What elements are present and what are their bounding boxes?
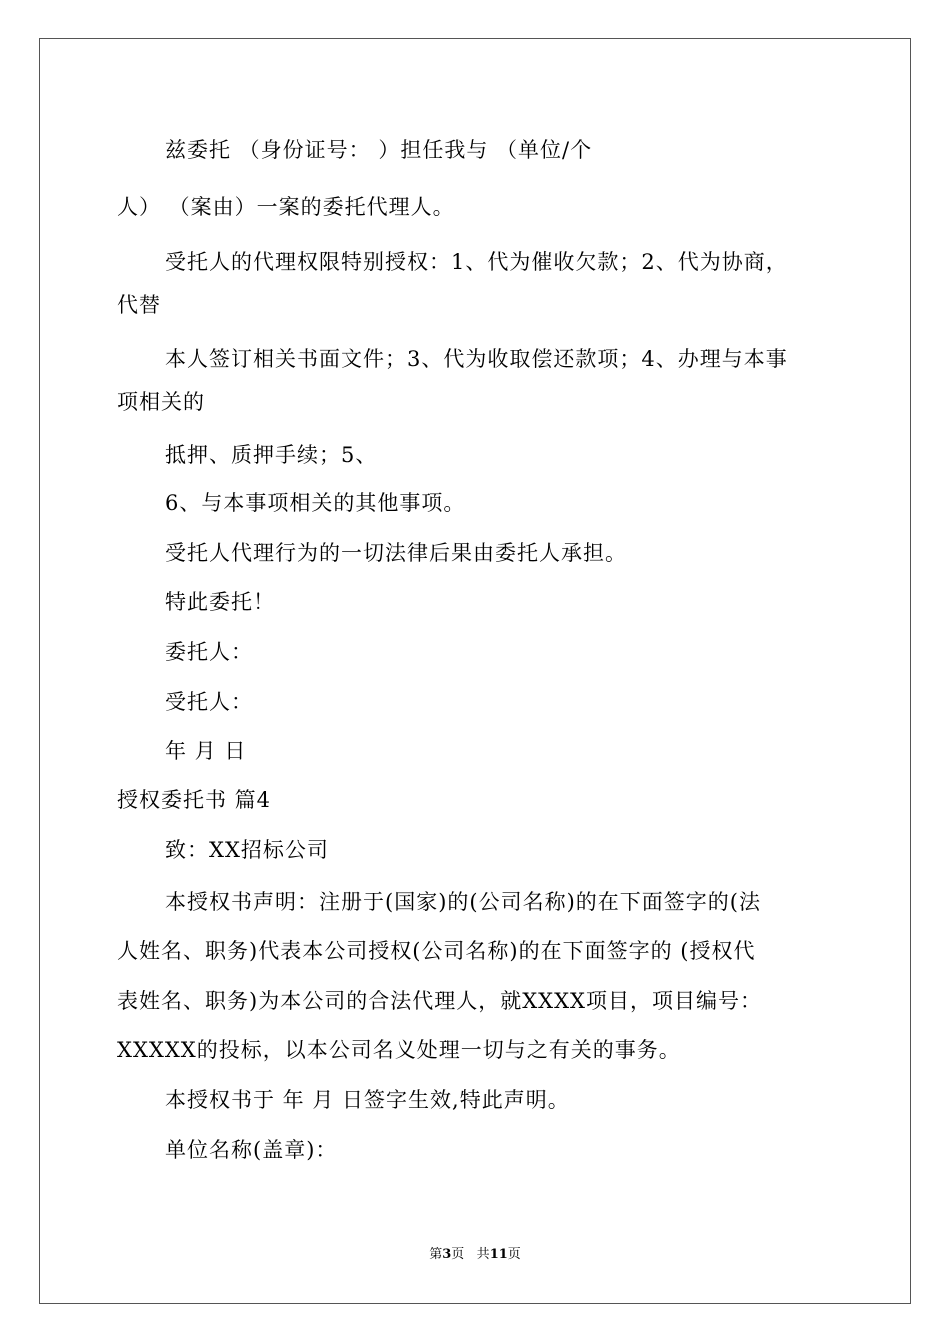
text-line: 特此委托！ (165, 590, 275, 614)
text-line: 致：XX招标公司 (165, 838, 329, 862)
text-line: 受托人的代理权限特别授权：1、代为催收欠款；2、代为协商， (165, 250, 788, 274)
text-line: 抵押、质押手续；5、 (165, 443, 378, 467)
text-line: 项相关的 (117, 390, 205, 414)
text-line: 人） （案由）一案的委托代理人。 (117, 195, 455, 219)
page-number: 3 (442, 1247, 452, 1262)
text-line: XXXXX的投标，以本公司名义处理一切与之有关的事务。 (117, 1038, 681, 1062)
total-suffix: 页 (507, 1247, 521, 1262)
text-line: 代替 (117, 293, 161, 317)
document-body (117, 130, 837, 1165)
text-line: 本授权书声明：注册于(国家)的(公司名称)的在下面签字的(法 (165, 890, 761, 914)
section-heading: 授权委托书 篇4 (117, 788, 272, 812)
text-line: 表姓名、职务)为本公司的合法代理人，就XXXX项目，项目编号： (117, 989, 762, 1013)
page-footer (0, 1246, 950, 1264)
text-line: 本授权书于 年 月 日签字生效,特此声明。 (165, 1088, 570, 1112)
total-prefix: 共 (476, 1247, 490, 1262)
text-line: 兹委托 （身份证号： ）担任我与 （单位/个 (165, 138, 593, 162)
text-line: 人姓名、职务)代表本公司授权(公司名称)的在下面签字的 (授权代 (117, 939, 756, 963)
text-line: 单位名称(盖章)： (165, 1138, 338, 1162)
text-line: 6、与本事项相关的其他事项。 (165, 491, 466, 515)
text-line: 委托人： (165, 640, 253, 664)
text-line: 受托人： (165, 690, 253, 714)
text-line: 本人签订相关书面文件；3、代为收取偿还款项；4、办理与本事 (165, 347, 788, 371)
text-line: 年 月 日 (165, 739, 247, 763)
total-pages: 11 (489, 1247, 508, 1262)
page-suffix: 页 (451, 1247, 465, 1262)
page-prefix: 第 (429, 1247, 443, 1262)
text-line: 受托人代理行为的一切法律后果由委托人承担。 (165, 541, 627, 565)
